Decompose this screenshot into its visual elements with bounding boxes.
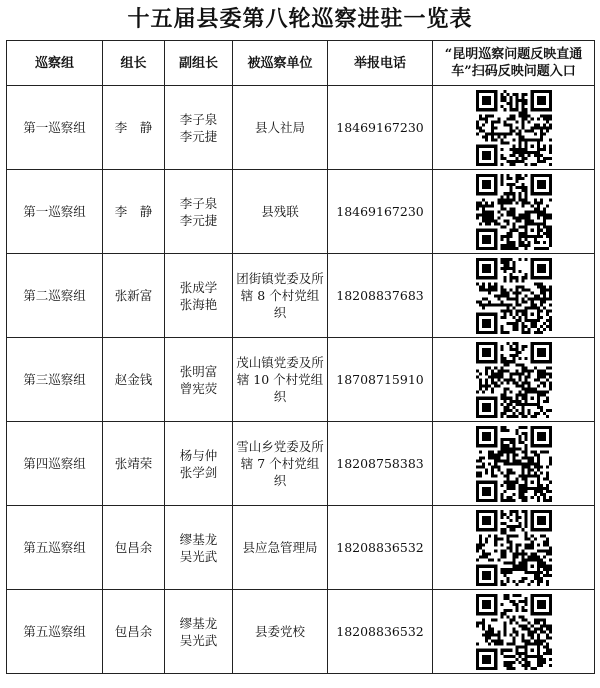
phone-cell: 18469167230 [328, 86, 433, 170]
deputy-cell [165, 506, 233, 590]
leader-cell: 张靖荣 [103, 422, 165, 506]
deputy-name: 张学剑 [179, 464, 218, 480]
leader-cell: 包昌余 [103, 506, 165, 590]
header-leader: 组长 [103, 41, 165, 86]
group-cell: 第四巡察组 [7, 422, 103, 506]
deputy-name: 曾宪荧 [179, 380, 218, 396]
header-qr: “昆明巡察问题反映直通车”扫码反映问题入口 [433, 41, 595, 86]
qr-code-icon[interactable] [476, 342, 552, 418]
table-row [7, 338, 595, 422]
leader-cell: 包昌余 [103, 590, 165, 674]
qr-code-icon[interactable] [476, 174, 552, 250]
table-row [7, 86, 595, 170]
deputy-name: 缪基龙 [179, 531, 218, 547]
phone-cell: 18208758383 [328, 422, 433, 506]
leader-cell: 张新富 [103, 254, 165, 338]
qr-cell [433, 254, 595, 338]
qr-cell [433, 170, 595, 254]
deputy-name: 杨与仲 [179, 447, 218, 463]
deputy-name: 李元捷 [179, 128, 218, 144]
header-deputy: 副组长 [165, 41, 233, 86]
qr-cell [433, 590, 595, 674]
deputy-cell [165, 422, 233, 506]
qr-cell [433, 338, 595, 422]
deputy-cell [165, 338, 233, 422]
qr-cell [433, 506, 595, 590]
qr-cell [433, 86, 595, 170]
group-cell: 第二巡察组 [7, 254, 103, 338]
unit-cell: 县人社局 [233, 86, 328, 170]
deputy-cell [165, 590, 233, 674]
deputy-cell [165, 170, 233, 254]
header-unit: 被巡察单位 [233, 41, 328, 86]
deputy-name: 张海艳 [179, 296, 218, 312]
group-cell: 第一巡察组 [7, 170, 103, 254]
deputy-name: 吴光武 [179, 548, 218, 564]
unit-cell: 茂山镇党委及所辖 10 个村党组织 [233, 338, 328, 422]
qr-code-icon[interactable] [476, 594, 552, 670]
group-cell: 第一巡察组 [7, 86, 103, 170]
table-row [7, 254, 595, 338]
unit-cell: 县应急管理局 [233, 506, 328, 590]
phone-cell: 18208837683 [328, 254, 433, 338]
table-row [7, 590, 595, 674]
deputy-cell [165, 254, 233, 338]
deputy-name: 李子泉 [179, 111, 218, 127]
deputy-name: 张成学 [179, 279, 218, 295]
page-title: 十五届县委第八轮巡察进驻一览表 [127, 6, 473, 32]
deputy-name: 吴光武 [179, 632, 218, 648]
phone-cell: 18469167230 [328, 170, 433, 254]
qr-code-icon[interactable] [476, 258, 552, 334]
qr-cell [433, 422, 595, 506]
leader-cell: 李 静 [103, 170, 165, 254]
qr-code-icon[interactable] [476, 510, 552, 586]
deputy-name: 张明富 [179, 363, 218, 379]
unit-cell: 县残联 [233, 170, 328, 254]
unit-cell: 雪山乡党委及所辖 7 个村党组织 [233, 422, 328, 506]
table-row [7, 422, 595, 506]
deputy-name: 李元捷 [179, 212, 218, 228]
unit-cell: 团街镇党委及所辖 8 个村党组织 [233, 254, 328, 338]
table-header-row [7, 41, 595, 86]
leader-cell: 赵金钱 [103, 338, 165, 422]
group-cell: 第五巡察组 [7, 506, 103, 590]
table-row [7, 170, 595, 254]
deputy-name: 李子泉 [179, 195, 218, 211]
qr-code-icon[interactable] [476, 90, 552, 166]
group-cell: 第三巡察组 [7, 338, 103, 422]
table-row [7, 506, 595, 590]
deputy-cell [165, 86, 233, 170]
unit-cell: 县委党校 [233, 590, 328, 674]
phone-cell: 18708715910 [328, 338, 433, 422]
header-group: 巡察组 [7, 41, 103, 86]
leader-cell: 李 静 [103, 86, 165, 170]
phone-cell: 18208836532 [328, 590, 433, 674]
inspection-table [6, 40, 595, 674]
deputy-name: 缪基龙 [179, 615, 218, 631]
group-cell: 第五巡察组 [7, 590, 103, 674]
phone-cell: 18208836532 [328, 506, 433, 590]
qr-code-icon[interactable] [476, 426, 552, 502]
header-phone: 举报电话 [328, 41, 433, 86]
